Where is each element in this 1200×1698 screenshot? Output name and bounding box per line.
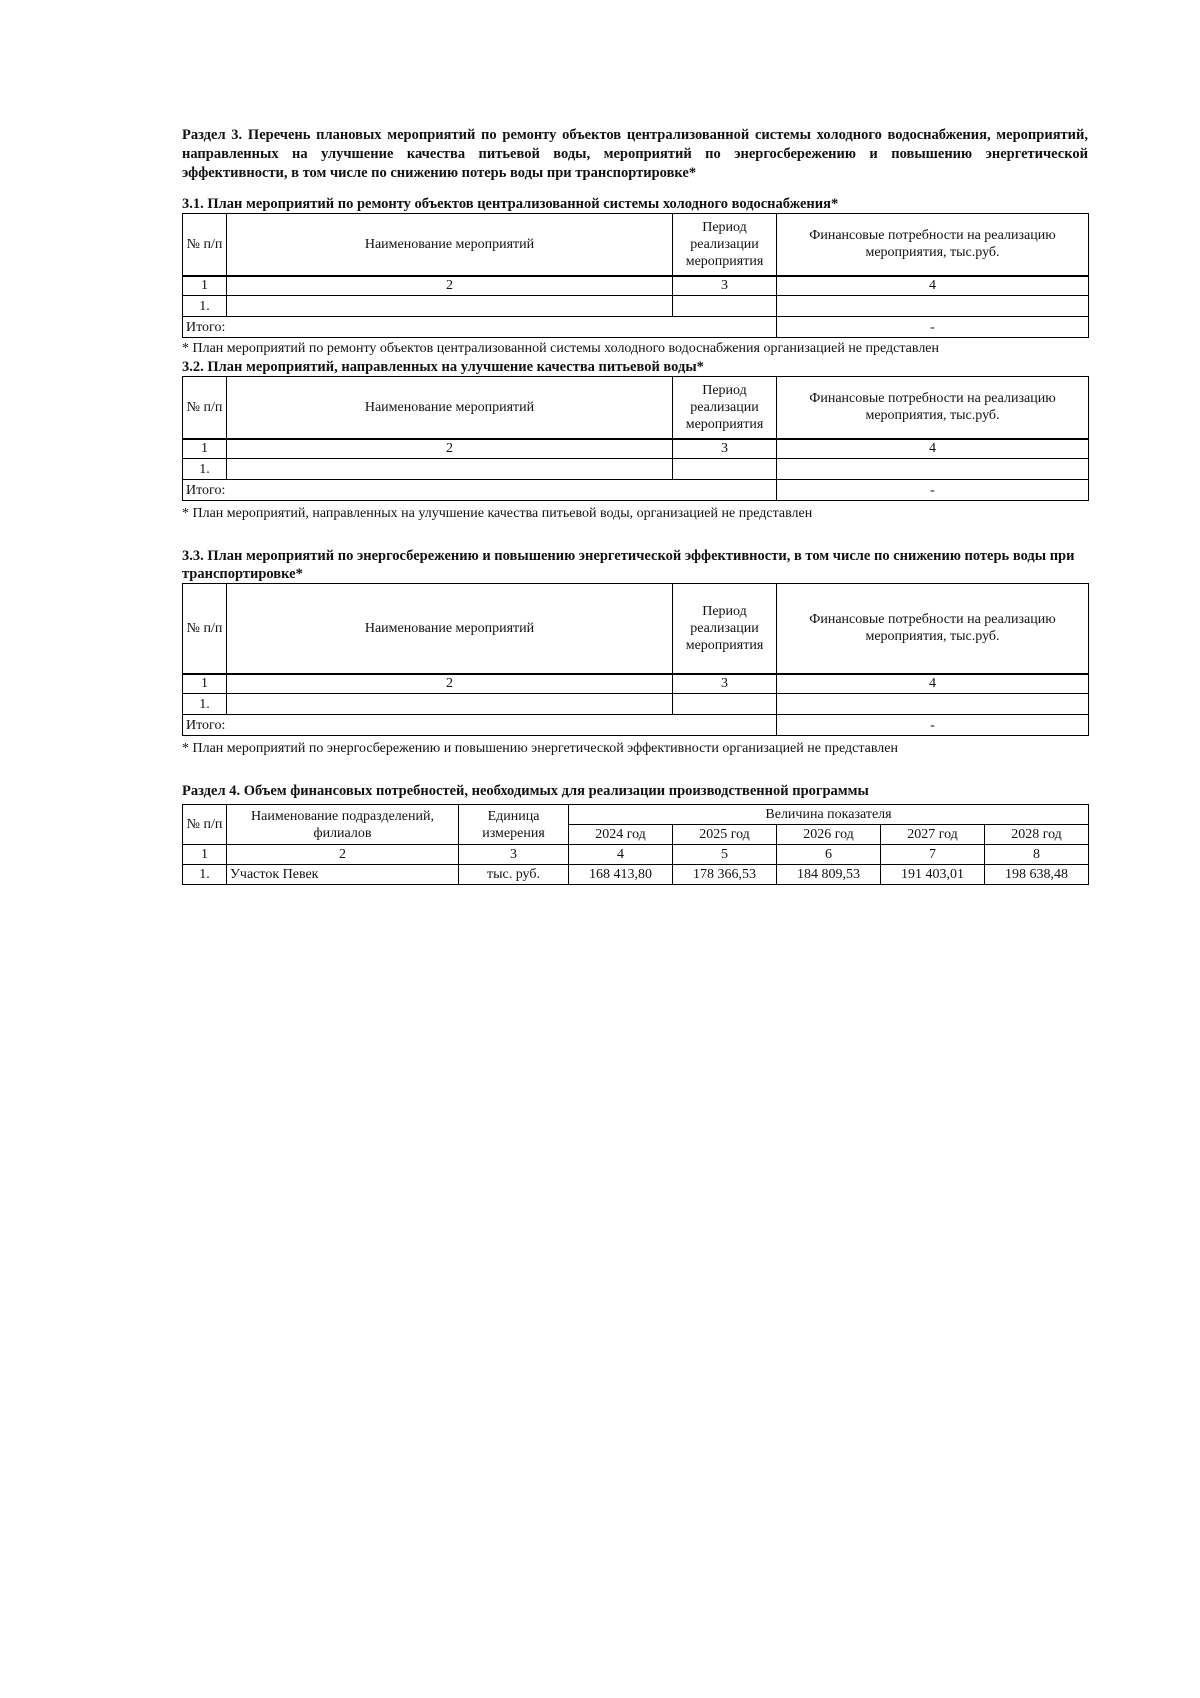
table-3-1 [182, 213, 1089, 338]
table-3-2 [182, 376, 1089, 501]
col-finance-header: Финансовые потребности на реализацию мероприятия, тыс.руб. [777, 214, 1089, 276]
col-name-header: Наименование мероприятий [227, 214, 673, 276]
col-number: 1 [183, 845, 227, 865]
col-finance-header: Финансовые потребности на реализацию мероприятия, тыс.руб. [777, 584, 1089, 674]
table-row [183, 865, 1089, 885]
total-row [183, 317, 1089, 338]
total-row [183, 715, 1089, 736]
year-header: 2025 год [673, 825, 777, 845]
col-number: 2 [227, 276, 673, 296]
total-label: Итого: [183, 480, 777, 501]
col-number: 4 [777, 439, 1089, 459]
col-finance-header: Финансовые потребности на реализацию мероприятия, тыс.руб. [777, 377, 1089, 439]
table-row [183, 296, 1089, 317]
col-number: 4 [777, 276, 1089, 296]
row-value: 168 413,80 [569, 865, 673, 885]
table-row [183, 459, 1089, 480]
col-number: 3 [673, 276, 777, 296]
year-header: 2027 год [881, 825, 985, 845]
col-name-header: Наименование мероприятий [227, 584, 673, 674]
table-3-3 [182, 583, 1089, 736]
row-value: 191 403,01 [881, 865, 985, 885]
table31-title: 3.1. План мероприятий по ремонту объектов централизованной системы холодного водоснабжения* [182, 196, 839, 212]
col-number: 6 [777, 845, 881, 865]
col-number: 2 [227, 845, 459, 865]
total-label: Итого: [183, 317, 777, 338]
year-header: 2024 год [569, 825, 673, 845]
col-number: 5 [673, 845, 777, 865]
row-number: 1. [183, 694, 227, 715]
table32-title: 3.2. План мероприятий, направленных на улучшение качества питьевой воды* [182, 359, 704, 375]
col-number: 7 [881, 845, 985, 865]
document-page [182, 126, 1088, 885]
row-unit: тыс. руб. [459, 865, 569, 885]
col-number: 2 [227, 674, 673, 694]
col-period-header: Период реализации мероприятия [673, 377, 777, 439]
col-no-header: № п/п [183, 584, 227, 674]
row-value: 178 366,53 [673, 865, 777, 885]
total-value: - [777, 317, 1089, 338]
row-name: Участок Певек [227, 865, 459, 885]
row-number: 1. [183, 865, 227, 885]
row-number: 1. [183, 296, 227, 317]
col-period-header: Период реализации мероприятия [673, 214, 777, 276]
year-header: 2028 год [985, 825, 1089, 845]
table31-note: * План мероприятий по ремонту объектов централизованной системы холодного водоснабжения организацией не представлен [182, 341, 940, 356]
col-number: 3 [673, 674, 777, 694]
table-section-4 [182, 804, 1089, 885]
total-label: Итого: [183, 715, 777, 736]
s4-col-no-header: № п/п [183, 805, 227, 845]
table33-note: * План мероприятий по энергосбережению и повышению энергетической эффективности организацией не представлен [182, 741, 898, 756]
col-number: 4 [569, 845, 673, 865]
col-number: 3 [673, 439, 777, 459]
col-period-header: Период реализации мероприятия [673, 584, 777, 674]
table-row [183, 694, 1089, 715]
col-name-header: Наименование мероприятий [227, 377, 673, 439]
s4-col-value-header: Величина показателя [569, 805, 1089, 825]
table32-note: * План мероприятий, направленных на улучшение качества питьевой воды, организацией не представлен [182, 506, 813, 521]
year-header: 2026 год [777, 825, 881, 845]
col-number: 1 [183, 276, 227, 296]
col-number: 3 [459, 845, 569, 865]
col-number: 1 [183, 674, 227, 694]
total-row [183, 480, 1089, 501]
row-value: 198 638,48 [985, 865, 1089, 885]
col-number: 2 [227, 439, 673, 459]
section3-title: Раздел 3. Перечень плановых мероприятий по ремонту объектов централизованной системы холодного водоснабжения, мероприятий, направленных на улучшение качества питьевой воды, мероприятий по энергосбережению и повышению энергетической эффективности, в том числе по снижению потерь воды при транспортировке* [182, 127, 1088, 181]
col-no-header: № п/п [183, 377, 227, 439]
col-number: 1 [183, 439, 227, 459]
s4-col-unit-header: Единица измерения [459, 805, 569, 845]
col-number: 4 [777, 674, 1089, 694]
row-number: 1. [183, 459, 227, 480]
total-value: - [777, 480, 1089, 501]
total-value: - [777, 715, 1089, 736]
col-no-header: № п/п [183, 214, 227, 276]
row-value: 184 809,53 [777, 865, 881, 885]
s4-col-name-header: Наименование подразделений, филиалов [227, 805, 459, 845]
table33-title: 3.3. План мероприятий по энергосбережению и повышению энергетической эффективности, в том числе по снижению потерь воды при транспортировке* [182, 548, 1075, 582]
section4-title: Раздел 4. Объем финансовых потребностей, необходимых для реализации производственной программы [182, 783, 869, 799]
col-number: 8 [985, 845, 1089, 865]
